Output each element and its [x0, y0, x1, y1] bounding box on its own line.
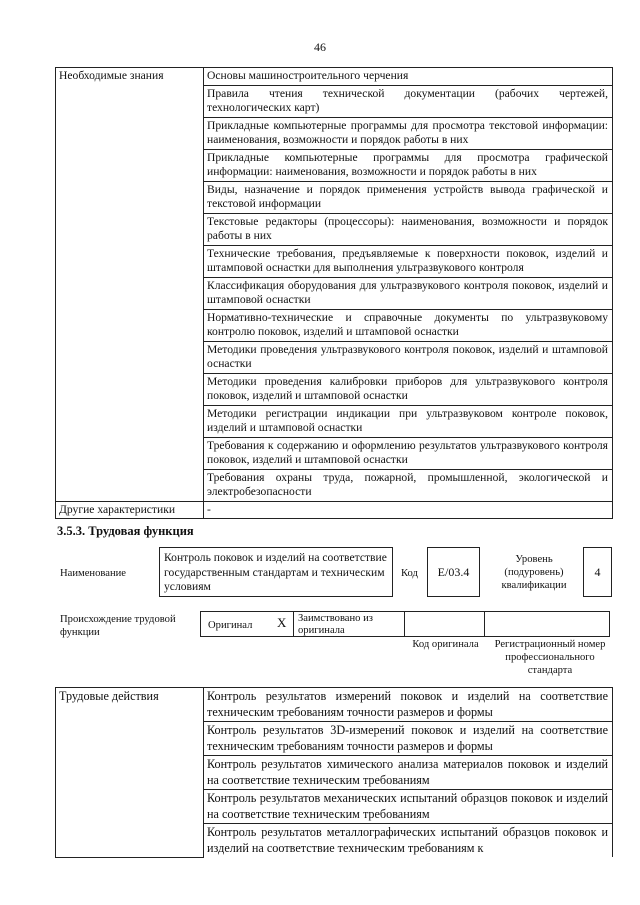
knowledge-item: Методики регистрации индикации при ультразвуковом контроле поковок, изделий и штамповой оснастки	[204, 405, 613, 437]
page-number: 46	[314, 40, 326, 54]
function-name-box: Контроль поковок и изделий на соответствие государственным стандартам и техническим условиям	[159, 547, 393, 597]
code-value-box: E/03.4	[427, 547, 480, 597]
reg-number-caption: Регистрационный номер профессионального стандарта	[494, 639, 606, 676]
origin-mark: X	[277, 615, 287, 630]
action-item: Контроль результатов 3D-измерений поковок и изделий на соответствие техническим требованиям точности размеров и формы	[204, 722, 613, 756]
action-item: Контроль результатов механических испытаний образцов поковок и изделий на соответствие техническим требованиям	[204, 790, 613, 824]
knowledge-item: Классификация оборудования для ультразвукового контроля поковок, изделий и штамповой оснастки	[204, 277, 613, 309]
level-value-box: 4	[583, 547, 612, 597]
reg-number-cell	[484, 611, 610, 637]
origin-borrowed-cell	[293, 611, 405, 637]
action-item: Контроль результатов химического анализа материалов поковок и изделий на соответствие техническим требованиям	[204, 756, 613, 790]
knowledge-item: Нормативно-технические и справочные документы по ультразвуковому контролю поковок, изделий и штамповой оснастки	[204, 309, 613, 341]
table-row	[56, 68, 613, 86]
knowledge-label: Необходимые знания	[56, 68, 204, 502]
level-label: Уровень (подуровень) квалификации	[501, 554, 567, 591]
knowledge-item: Прикладные компьютерные программы для просмотра текстовой информации: наименования, возможности и порядок работы в них	[204, 117, 613, 149]
actions-table	[55, 687, 613, 858]
table-row	[56, 688, 613, 722]
origin-original-cell	[200, 611, 294, 637]
knowledge-item: Требования охраны труда, пожарной, промышленной, экологической и электробезопасности	[204, 469, 613, 501]
table-row	[56, 501, 613, 519]
knowledge-table	[55, 67, 613, 519]
knowledge-item: Методики проведения ультразвукового контроля поковок, изделий и штамповой оснастки	[204, 341, 613, 373]
section-title: 3.5.3. Трудовая функция	[57, 524, 194, 538]
actions-label: Трудовые действия	[56, 688, 204, 858]
name-label: Наименование	[60, 568, 126, 579]
knowledge-item: Методики проведения калибровки приборов для ультразвукового контроля поковок, изделий и штамповой оснастки	[204, 373, 613, 405]
knowledge-item: Основы машиностроительного черчения	[204, 68, 613, 86]
knowledge-item: Правила чтения технической документации (рабочих чертежей, технологических карт)	[204, 85, 613, 117]
code-original-cell	[404, 611, 485, 637]
action-item: Контроль результатов измерений поковок и изделий на соответствие техническим требованиям точности размеров и формы	[204, 688, 613, 722]
origin-label: Происхождение трудовой функции	[60, 614, 176, 638]
knowledge-item: Технические требования, предъявляемые к поверхности поковок, изделий и штамповой оснастки для выполнения ультразвукового контроля	[204, 245, 613, 277]
other-characteristics-value: -	[204, 501, 613, 519]
knowledge-item: Текстовые редакторы (процессоры): наименования, возможности и порядок работы в них	[204, 213, 613, 245]
origin-row	[200, 611, 610, 637]
knowledge-item: Прикладные компьютерные программы для просмотра графической информации: наименования, возможности и порядок работы в них	[204, 149, 613, 181]
action-item: Контроль результатов металлографических испытаний образцов поковок и изделий на соответствие техническим требованиям к	[204, 824, 613, 858]
other-characteristics-label: Другие характеристики	[56, 501, 204, 519]
origin-borrowed-label: Заимствовано из оригинала	[298, 613, 373, 636]
code-original-caption: Код оригинала	[412, 639, 479, 650]
knowledge-item: Требования к содержанию и оформлению результатов ультразвукового контроля поковок, изделий и штамповой оснастки	[204, 437, 613, 469]
knowledge-item: Виды, назначение и порядок применения устройств вывода графической и текстовой информации	[204, 181, 613, 213]
code-label: Код	[401, 568, 418, 579]
origin-original-label: Оригинал	[208, 620, 253, 631]
